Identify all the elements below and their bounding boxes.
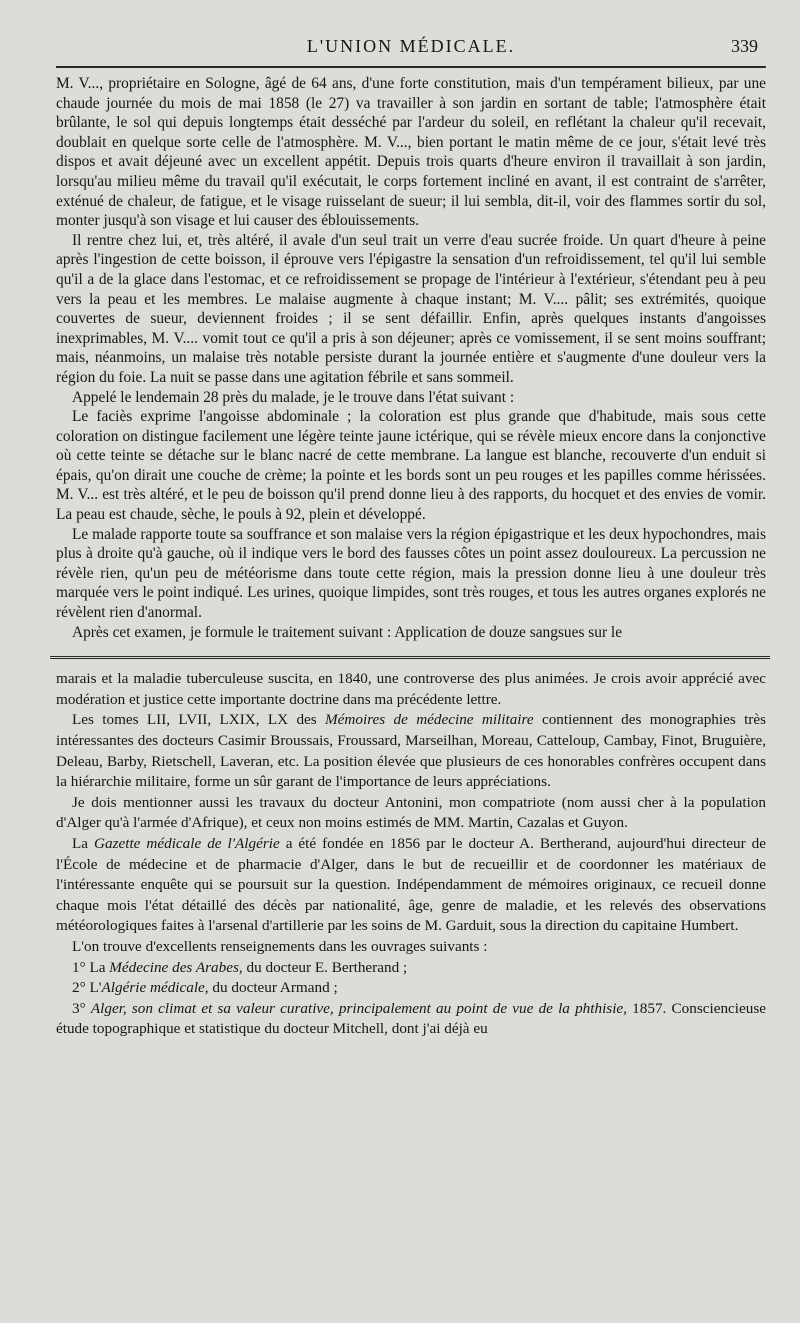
feuilleton-text	[56, 669, 766, 1040]
page-number: 339	[731, 36, 758, 56]
list-item	[56, 978, 766, 999]
list-item	[56, 999, 766, 1040]
book-title: Alger, son climat et sa valeur curative, principalement au point de vue de la phthisie,	[90, 999, 627, 1017]
paragraph	[56, 710, 766, 792]
feuilleton-separator	[50, 656, 770, 659]
text-run: 2° L'	[72, 979, 102, 997]
paragraph: Appelé le lendemain 28 près du malade, je le trouve dans l'état suivant :	[72, 388, 515, 406]
text-run: 1857. Consciencieuse étude topographique et statistique du docteur Mitchell, dont j'ai déjà eu	[56, 999, 766, 1038]
journal-title: Mémoires de médecine militaire	[325, 711, 534, 729]
header-rule	[56, 66, 766, 68]
paragraph: Le faciès exprime l'angoisse abdominale ; la coloration est plus grande que d'habitude, mais sous cette coloration on distingue facilement une légère teinte jaune ictérique, qui se révèle mieux encore dans la conjonctive où cette teinte se détache sur le blanc nacré de cette membrane. La langue est blanche, recouverte d'un enduit si épais, qu'on dirait une couche de crème; la pointe et les bords sont un peu rouges et les papilles comme hérissées. M. V... est très altéré, et le peu de boisson qu'il prend donne lieu à des rapports, du hocquet et des envies de vomir. La peau est chaude, sèche, le pouls à 92, plein et développé.	[56, 408, 766, 524]
running-title: L'UNION MÉDICALE.	[306, 36, 516, 56]
text-run: contiennent des monographies très intéressantes des docteurs Casimir Broussais, Froussard, Marseilhan, Moreau, Catteloup, Cambay, Finot, Bruguière, Deleau, Barby, Rietschell, Laveran, etc. La position élevée que plusieurs de ces honorables confrères occupent dans la hiérarchie militaire, forme un sûr garant de l'importance de leurs appréciations.	[56, 711, 767, 791]
list-item	[56, 958, 766, 979]
text-run: a été fondée en 1856 par le docteur A. Bertherand, aujourd'hui directeur de l'École de médecine et de pharmacie d'Alger, dans le but de recueillir et de coordonner les matériaux de l'intéressante enquête qui se poursuit sur la question. Indépendamment de mémoires originaux, ce recueil donne chaque mois l'état détaillé des décès par nationalité, âge, genre de maladie, et les relevés des observations météorologiques faites à l'arsenal d'artillerie par les soins de M. Garduit, sous la direction du capitaine Humbert.	[56, 834, 766, 935]
paragraph	[56, 834, 766, 937]
text-run: La	[72, 834, 95, 852]
text-run: du docteur E. Bertherand ;	[242, 958, 408, 976]
paragraph: Je dois mentionner aussi les travaux du docteur Antonini, mon compatriote (nom aussi cher à la population d'Alger qu'à l'armée d'Afrique), et ceux non moins estimés de MM. Martin, Cazalas et Guyon.	[56, 793, 766, 832]
text-run: 1° La	[72, 958, 110, 976]
paragraph: L'on trouve d'excellents renseignements dans les ouvrages suivants :	[72, 937, 488, 955]
main-text	[56, 74, 766, 642]
text-run: Les tomes LII, LVII, LXIX, LX des	[72, 711, 326, 729]
paragraph: marais et la maladie tuberculeuse suscita, en 1840, une controverse des plus animées. Je crois avoir apprécié avec modération et justice cette importante doctrine dans ma précédente lettre.	[56, 670, 766, 708]
book-title: Médecine des Arabes,	[109, 958, 243, 976]
text-run: 3°	[72, 999, 91, 1017]
paragraph: Après cet examen, je formule le traitement suivant : Application de douze sangsues sur le	[72, 623, 623, 641]
page-header	[56, 30, 766, 66]
paragraph: Le malade rapporte toute sa souffrance et son malaise vers la région épigastrique et les deux hypochondres, mais plus à droite qu'à gauche, où il indique vers le bord des fausses côtes un point assez douloureux. La percussion ne révèle rien, qu'un peu de météorisme dans toute cette région, mais la pression donne lieu à une douleur très marquée vers le point indiqué. Les urines, quoique limpides, sont très rouges, et tous les autres organes explorés ne révèlent rien d'anormal.	[56, 525, 766, 622]
book-title: Algérie médicale,	[101, 979, 209, 997]
paragraph: M. V..., propriétaire en Sologne, âgé de 64 ans, d'une forte constitution, mais d'un tempérament bilieux, par une chaude journée du mois de mai 1858 (le 27) va travailler à son jardin en sortant de table; l'atmosphère était brûlante, le sol qui depuis longtemps était desséché par l'ardeur du soleil, en reflétant la chaleur qu'il recevait, doublait en quelque sorte celle de l'atmosphère. M. V..., bien portant le matin même de ce jour, s'était levé très dispos et avait déjeuné avec un excellent appétit. Depuis trois quarts d'heure environ il travaillait à son jardin, lorsqu'au milieu même du travail qu'il exécutait, le corps fortement incliné en avant, il est contraint de s'arrêter, exténué de chaleur, de fatigue, et le visage ruisselant de sueur; il lui sembla, dit-il, voir des flammes sortir du sol, monter jusqu'à son visage et lui causer des éblouissements.	[56, 75, 766, 230]
paragraph: Il rentre chez lui, et, très altéré, il avale d'un seul trait un verre d'eau sucrée froide. Un quart d'heure à peine après l'ingestion de cette boisson, il éprouve vers l'épigastre la sensation d'un refroidissement, tel qu'il lui semble qu'il a de la glace dans l'estomac, et ce refroidissement se propage de l'intérieur à l'extérieur, s'étendant peu à peu vers la peau et les membres. Le malaise augmente à chaque instant; M. V.... pâlit; ses extrémités, quoique couvertes de sueur, deviennent froides ; il se sent défaillir. Enfin, après quelques instants d'angoisses inexprimables, M. V.... vomit tout ce qu'il a pris à son déjeuner; après ce vomissement, il se sent moins souffrant; mais, néanmoins, un malaise très notable persiste durant la journée entière et s'augmente d'une douleur vers la région du foie. La nuit se passe dans une agitation fébrile et sans sommeil.	[56, 231, 766, 386]
journal-title: Gazette médicale de l'Algérie	[94, 834, 280, 852]
text-run: du docteur Armand ;	[208, 979, 338, 997]
